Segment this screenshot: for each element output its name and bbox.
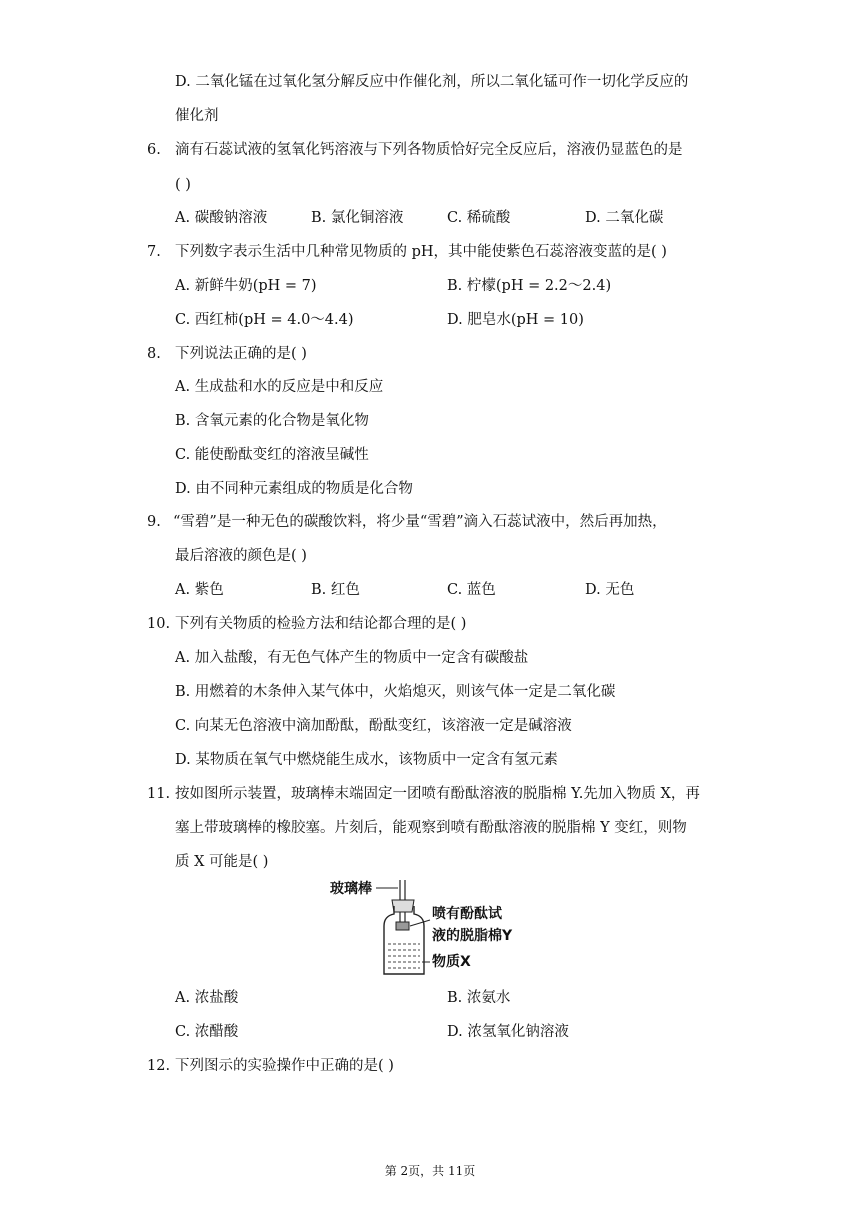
q9-option-a: A. 紫色 (175, 582, 224, 598)
q10-option-a: A. 加入盐酸，有无色气体产生的物质中一定含有碳酸盐 (175, 650, 529, 666)
q11-number: 11. (147, 786, 171, 802)
q10-option-b: B. 用燃着的木条伸入某气体中，火焰熄灭，则该气体一定是二氧化碳 (175, 684, 616, 700)
q6-stem: 滴有石蕊试液的氢氧化钙溶液与下列各物质恰好完全反应后，溶液仍显蓝色的是 (175, 142, 683, 158)
q11-option-a: A. 浓盐酸 (175, 990, 239, 1006)
cotton-y (396, 922, 409, 930)
q5-option-d-cont: 催化剂 (175, 108, 219, 124)
q8-option-a: A. 生成盐和水的反应是中和反应 (175, 379, 384, 395)
q12-number: 12. (147, 1058, 171, 1074)
q12-stem: 下列图示的实验操作中正确的是( ) (175, 1058, 394, 1074)
q9-stem: “雪碧”是一种无色的碳酸饮料，将少量“雪碧”滴入石蕊试液中，然后再加热， (173, 514, 667, 530)
q11-option-c: C. 浓醋酸 (175, 1024, 239, 1040)
cotton-label-line1: 喷有酚酞试 (432, 906, 502, 922)
q11-stem: 按如图所示装置，玻璃棒末端固定一团喷有酚酞溶液的脱脂棉 Y.先加入物质 X，再 (175, 786, 700, 802)
q5-option-d: D. 二氧化锰在过氧化氢分解反应中作催化剂，所以二氧化锰可作一切化学反应的 (175, 74, 689, 90)
q10-option-d: D. 某物质在氧气中燃烧能生成水，该物质中一定含有氢元素 (175, 752, 558, 768)
q6-option-b: B. 氯化铜溶液 (311, 210, 404, 226)
q7-option-a: A. 新鲜牛奶(pH = 7) (175, 278, 317, 294)
substance-x-liquid (388, 944, 420, 968)
q8-option-d: D. 由不同种元素组成的物质是化合物 (175, 481, 413, 497)
q9-option-c: C. 蓝色 (447, 582, 496, 598)
q7-stem: 下列数字表示生活中几种常见物质的 pH，其中能使紫色石蕊溶液变蓝的是( ) (175, 244, 667, 260)
q8-number: 8. (147, 346, 161, 362)
q6-number: 6. (147, 142, 161, 158)
q8-stem: 下列说法正确的是( ) (175, 346, 307, 362)
substance-x-label: 物质X (432, 954, 471, 970)
cotton-label-line2: 液的脱脂棉Y (432, 928, 513, 944)
q9-stem-cont: 最后溶液的颜色是( ) (175, 548, 307, 564)
q11-stem-cont-1: 塞上带玻璃棒的橡胶塞。片刻后，能观察到喷有酚酞溶液的脱脂棉 Y 变红，则物 (175, 820, 687, 836)
q6-stem-cont: ( ) (175, 177, 191, 193)
q6-option-d: D. 二氧化碳 (585, 210, 664, 226)
q10-option-c: C. 向某无色溶液中滴加酚酞，酚酞变红，该溶液一定是碱溶液 (175, 718, 572, 734)
q9-number: 9. (147, 514, 161, 530)
q7-option-d: D. 肥皂水(pH = 10) (447, 312, 584, 328)
q11-option-d: D. 浓氢氧化钠溶液 (447, 1024, 569, 1040)
q9-option-d: D. 无色 (585, 582, 635, 598)
glass-rod-label: 玻璃棒 (330, 881, 372, 897)
apparatus-figure (326, 874, 546, 984)
q7-option-c: C. 西红柿(pH = 4.0～4.4) (175, 312, 354, 328)
bottle (384, 906, 424, 974)
q8-option-c: C. 能使酚酞变红的溶液呈碱性 (175, 447, 369, 463)
q11-option-b: B. 浓氨水 (447, 990, 511, 1006)
q11-stem-cont-2: 质 X 可能是( ) (175, 854, 269, 870)
q10-number: 10. (147, 616, 171, 632)
rubber-stopper (392, 900, 414, 912)
page-number: 第 2页，共 11页 (384, 1164, 476, 1178)
q9-option-b: B. 红色 (311, 582, 360, 598)
q7-option-b: B. 柠檬(pH = 2.2～2.4) (447, 278, 612, 294)
q6-option-a: A. 碳酸钠溶液 (175, 210, 268, 226)
q8-option-b: B. 含氧元素的化合物是氧化物 (175, 413, 369, 429)
q7-number: 7. (147, 244, 161, 260)
q10-stem: 下列有关物质的检验方法和结论都合理的是( ) (175, 616, 467, 632)
q6-option-c: C. 稀硫酸 (447, 210, 511, 226)
